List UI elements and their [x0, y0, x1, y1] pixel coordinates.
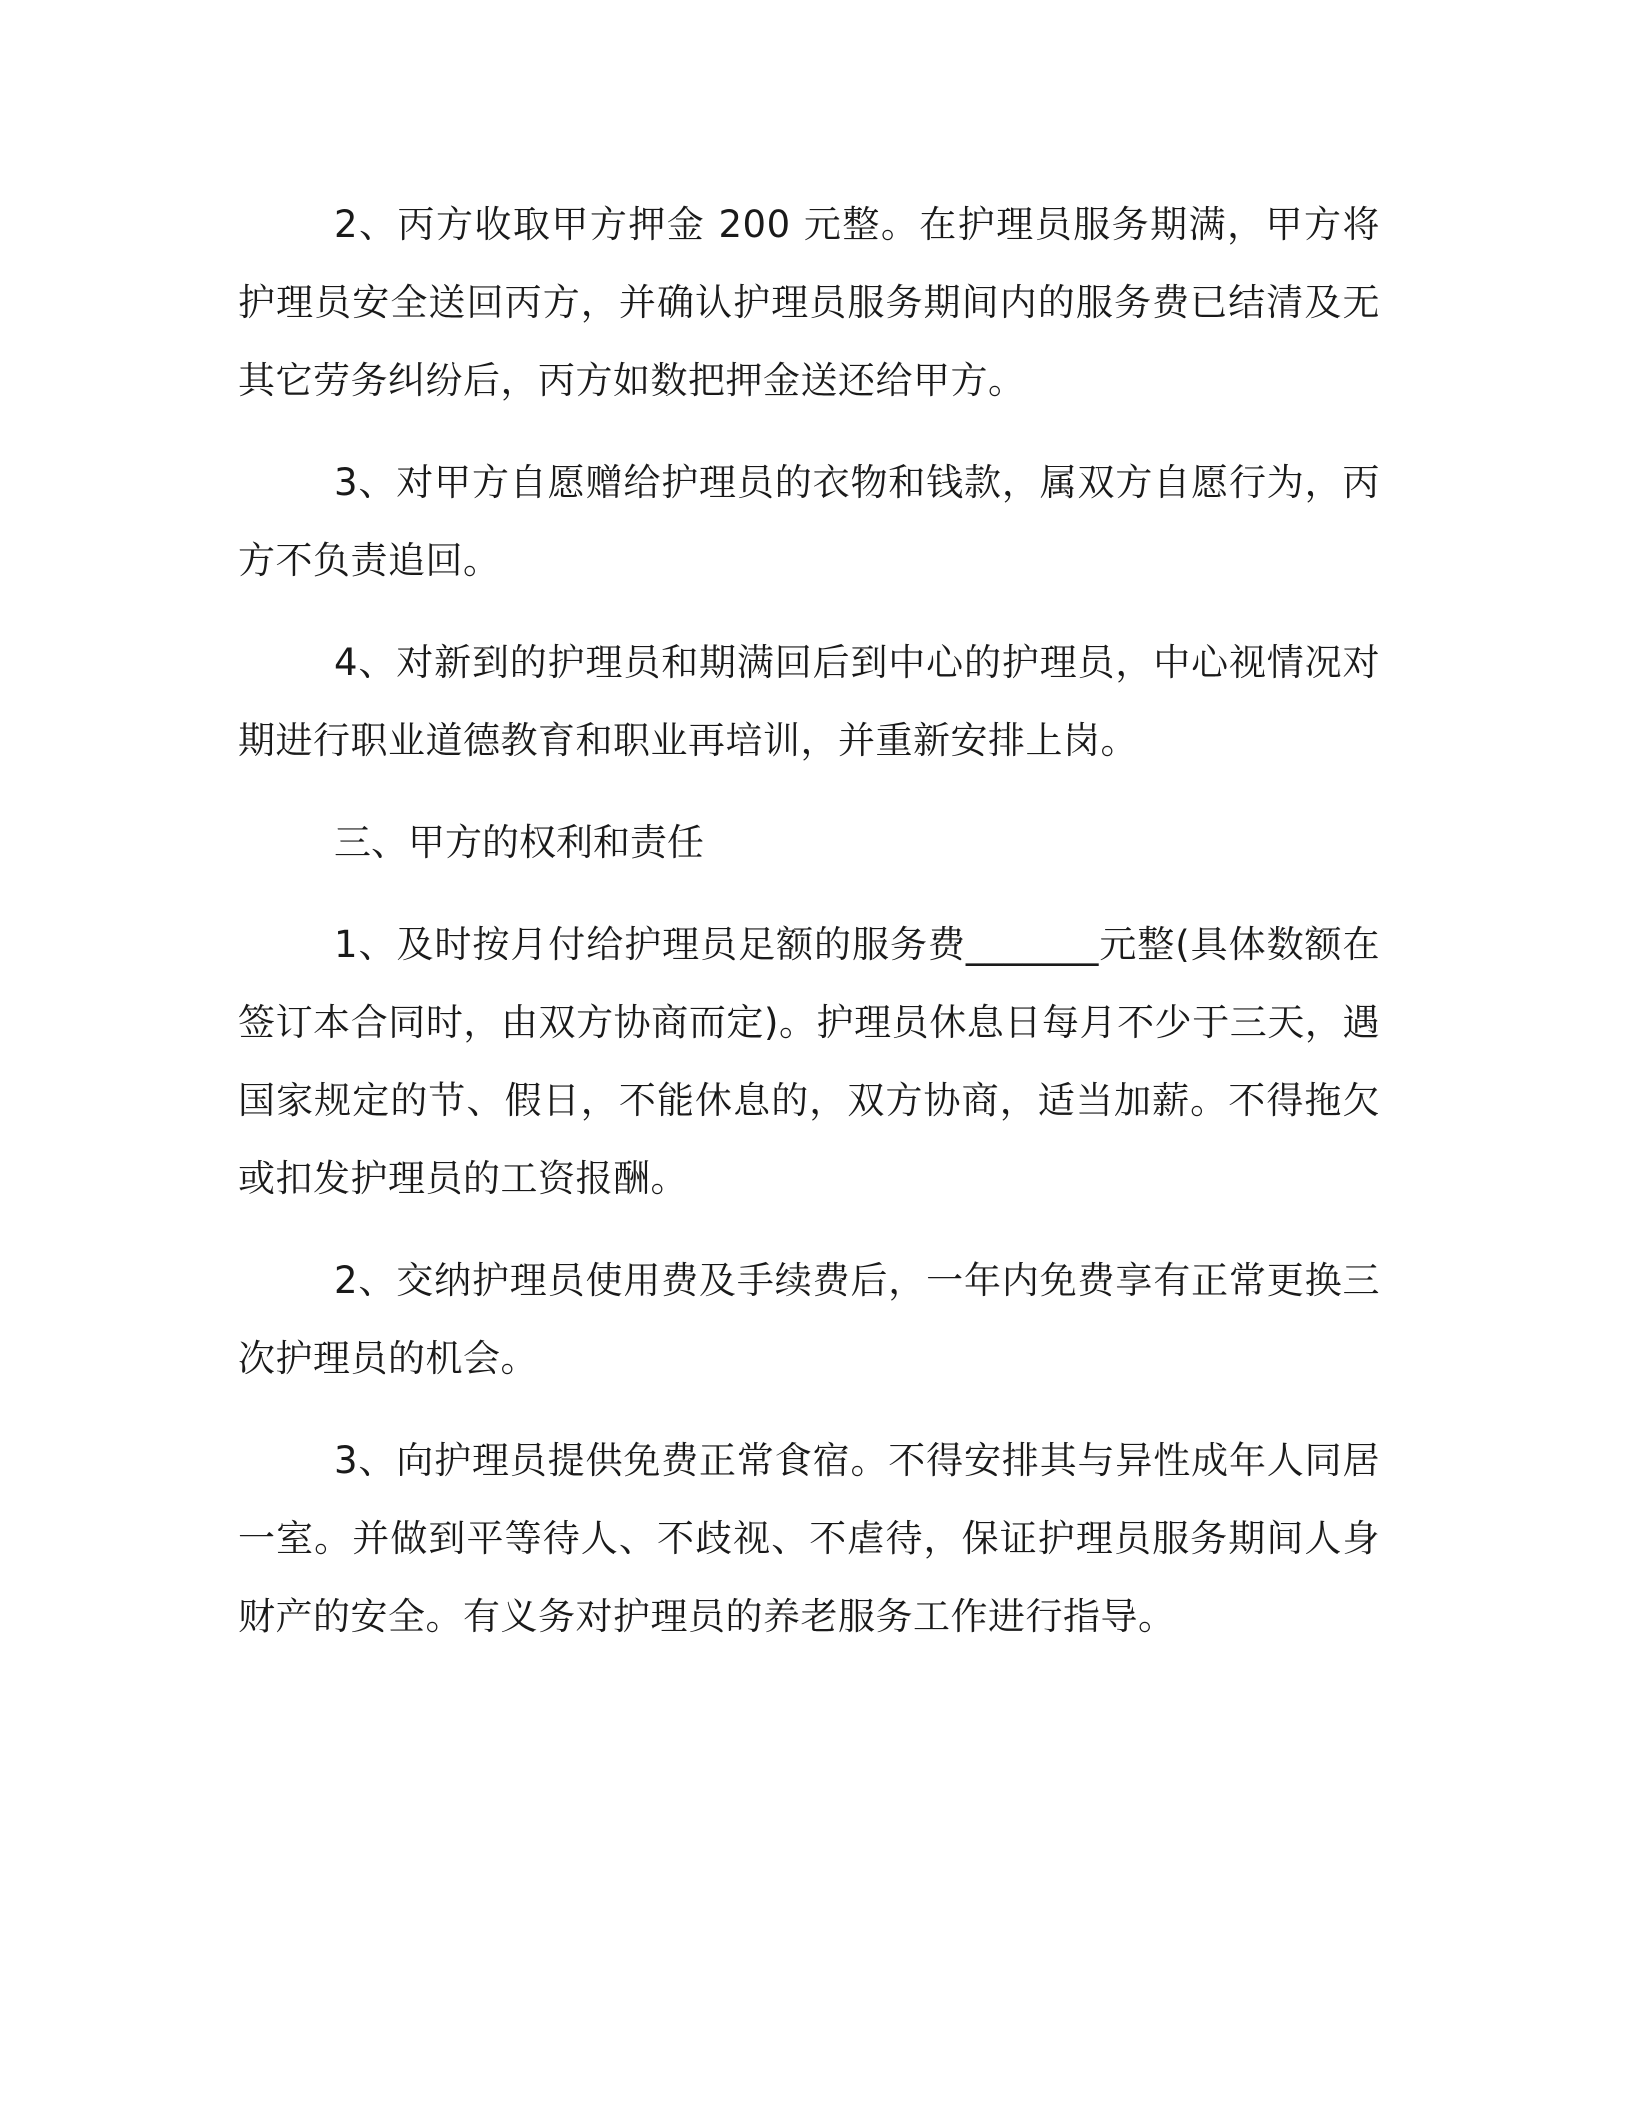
paragraph-accommodation: 3、向护理员提供免费正常食宿。不得安排其与异性成年人同居一室。并做到平等待人、不歧视、不虐待，保证护理员服务期间人身财产的安全。有义务对护理员的养老服务工作进行指导。 — [238, 1439, 1380, 1638]
document-page — [238, 186, 1380, 1680]
section-heading: 三、甲方的权利和责任 — [334, 821, 704, 864]
paragraph-replacement: 2、交纳护理员使用费及手续费后，一年内免费享有正常更换三次护理员的机会。 — [238, 1259, 1380, 1380]
paragraph-service-fee: 1、及时按月付给护理员足额的服务费_______元整(具体数额在签订本合同时，由双方协商而定)。护理员休息日每月不少于三天，遇国家规定的节、假日，不能休息的，双方协商，适当加薪。不得拖欠或扣发护理员的工资报酬。 — [238, 923, 1380, 1200]
paragraph-gifts: 3、对甲方自愿赠给护理员的衣物和钱款，属双方自愿行为，丙方不负责追回。 — [238, 461, 1380, 582]
paragraph-training: 4、对新到的护理员和期满回后到中心的护理员，中心视情况对期进行职业道德教育和职业再培训，并重新安排上岗。 — [238, 641, 1380, 762]
paragraph-deposit: 2、丙方收取甲方押金 200 元整。在护理员服务期满，甲方将护理员安全送回丙方，并确认护理员服务期间内的服务费已结清及无其它劳务纠纷后，丙方如数把押金送还给甲方。 — [238, 203, 1380, 402]
